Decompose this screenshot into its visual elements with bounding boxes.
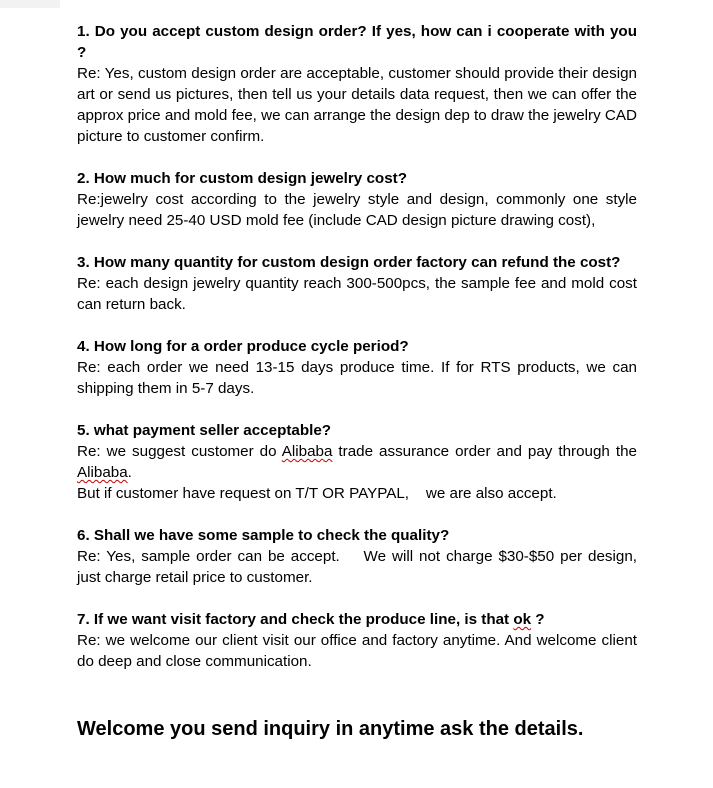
faq-answer-1: Re: Yes, custom design order are acceptable, customer should provide their design art or send us pictures, then tell us your details data request, then we can offer the approx price and mold fee, we can arrange the design dep to draw the jewelry CAD picture to customer confirm. <box>77 65 637 145</box>
faq-answer-2: Re:jewelry cost according to the jewelry style and design, commonly one style jewelry need 25-40 USD mold fee (include CAD design picture drawing cost), <box>77 191 637 229</box>
answer-text: Re: we suggest customer do <box>77 443 282 460</box>
spellcheck-word: ok <box>513 611 532 628</box>
question-text: 7. If we want visit factory and check the produce line, is that <box>77 611 514 628</box>
faq-answer-4: Re: each order we need 13-15 days produce time. If for RTS products, we can shipping them in 5-7 days. <box>77 359 637 397</box>
faq-answer-6: Re: Yes, sample order can be accept. We will not charge $30-$50 per design, just charge retail price to customer. <box>77 548 642 586</box>
faq-question-4: 4. How long for a order produce cycle period? <box>77 338 409 355</box>
faq-answer-5 <box>77 441 637 483</box>
answer-text: trade assurance order and pay through the <box>332 443 637 460</box>
faq-question-6: 6. Shall we have some sample to check the quality? <box>77 527 450 544</box>
faq-question-2: 2. How much for custom design jewelry cost? <box>77 170 407 187</box>
faq-item-7 <box>77 609 637 672</box>
faq-item-5 <box>77 420 637 504</box>
faq-answer-5-line-2: But if customer have request on T/T OR PAYPAL, we are also accept. <box>77 485 557 502</box>
faq-item-3 <box>77 252 637 315</box>
footer-invitation: Welcome you send inquiry in anytime ask the details. <box>77 718 584 740</box>
faq-answer-3: Re: each design jewelry quantity reach 300-500pcs, the sample fee and mold cost can return back. <box>77 275 637 313</box>
faq-item-4 <box>77 336 637 399</box>
faq-document <box>77 21 642 693</box>
faq-question-7 <box>77 609 637 630</box>
faq-answer-7: Re: we welcome our client visit our office and factory anytime. And welcome client do deep and close communication. <box>77 632 637 670</box>
spellcheck-word: Alibaba <box>281 443 333 460</box>
faq-question-1: 1. Do you accept custom design order? If yes, how can i cooperate with you ? <box>77 23 637 61</box>
answer-text: . <box>127 464 132 481</box>
question-text: ? <box>531 611 545 628</box>
faq-question-5: 5. what payment seller acceptable? <box>77 422 332 439</box>
faq-item-6 <box>77 525 642 588</box>
spellcheck-word: Alibaba <box>77 464 128 481</box>
corner-mark <box>0 0 60 8</box>
faq-item-2 <box>77 168 637 231</box>
faq-item-1 <box>77 21 637 147</box>
faq-question-3: 3. How many quantity for custom design order factory can refund the cost? <box>77 254 621 271</box>
